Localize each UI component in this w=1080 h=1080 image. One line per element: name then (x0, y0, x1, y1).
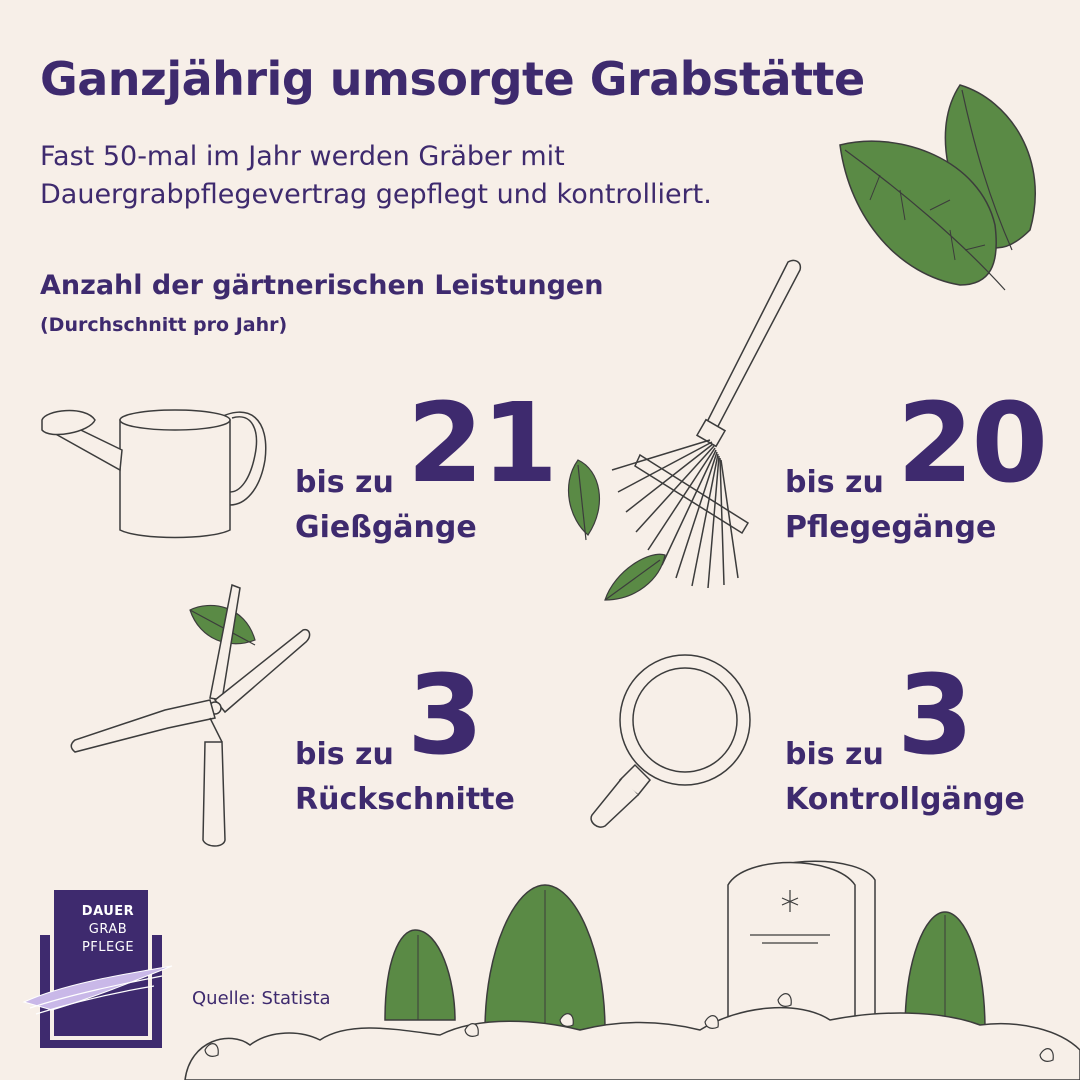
source-note: Quelle: Statista (192, 988, 331, 1009)
page-title: Ganzjährig umsorgte Grabstätte (40, 52, 865, 106)
stat-label: Kontrollgänge (785, 782, 1025, 817)
logo-text: PFLEGE (81, 940, 135, 955)
stat-inspection (785, 651, 1065, 830)
stat-value: 21 (407, 379, 557, 507)
section-note: (Durchschnitt pro Jahr) (40, 314, 288, 336)
logo-text: GRAB (88, 922, 128, 937)
stat-pruning (295, 651, 575, 830)
subtitle: Fast 50-mal im Jahr werden Gräber mit Dauergrabpflegevertrag gepflegt und kontrolliert. (40, 141, 712, 210)
stat-watering (295, 379, 575, 558)
watering-can-icon (42, 410, 266, 538)
stat-prefix: bis zu (295, 465, 394, 500)
stat-label: Rückschnitte (295, 782, 515, 817)
stat-prefix: bis zu (295, 737, 394, 772)
cemetery-scene-icon (185, 861, 1080, 1080)
stat-value: 3 (407, 651, 482, 779)
dauergrabpflege-logo (22, 890, 182, 1050)
stat-value: 20 (897, 379, 1047, 507)
logo-text: DAUER (81, 904, 135, 919)
stat-label: Pflegegänge (785, 510, 997, 545)
stat-care (785, 379, 1065, 558)
section-title: Anzahl der gärtnerischen Leistungen (40, 270, 604, 301)
stat-prefix: bis zu (785, 737, 884, 772)
pruning-shears-icon (71, 585, 309, 846)
rake-icon (612, 260, 800, 588)
stat-prefix: bis zu (785, 465, 884, 500)
leaves-icon (840, 85, 1035, 290)
magnifying-glass-icon (591, 655, 750, 827)
stat-value: 3 (897, 651, 972, 779)
stat-label: Gießgänge (295, 510, 477, 545)
